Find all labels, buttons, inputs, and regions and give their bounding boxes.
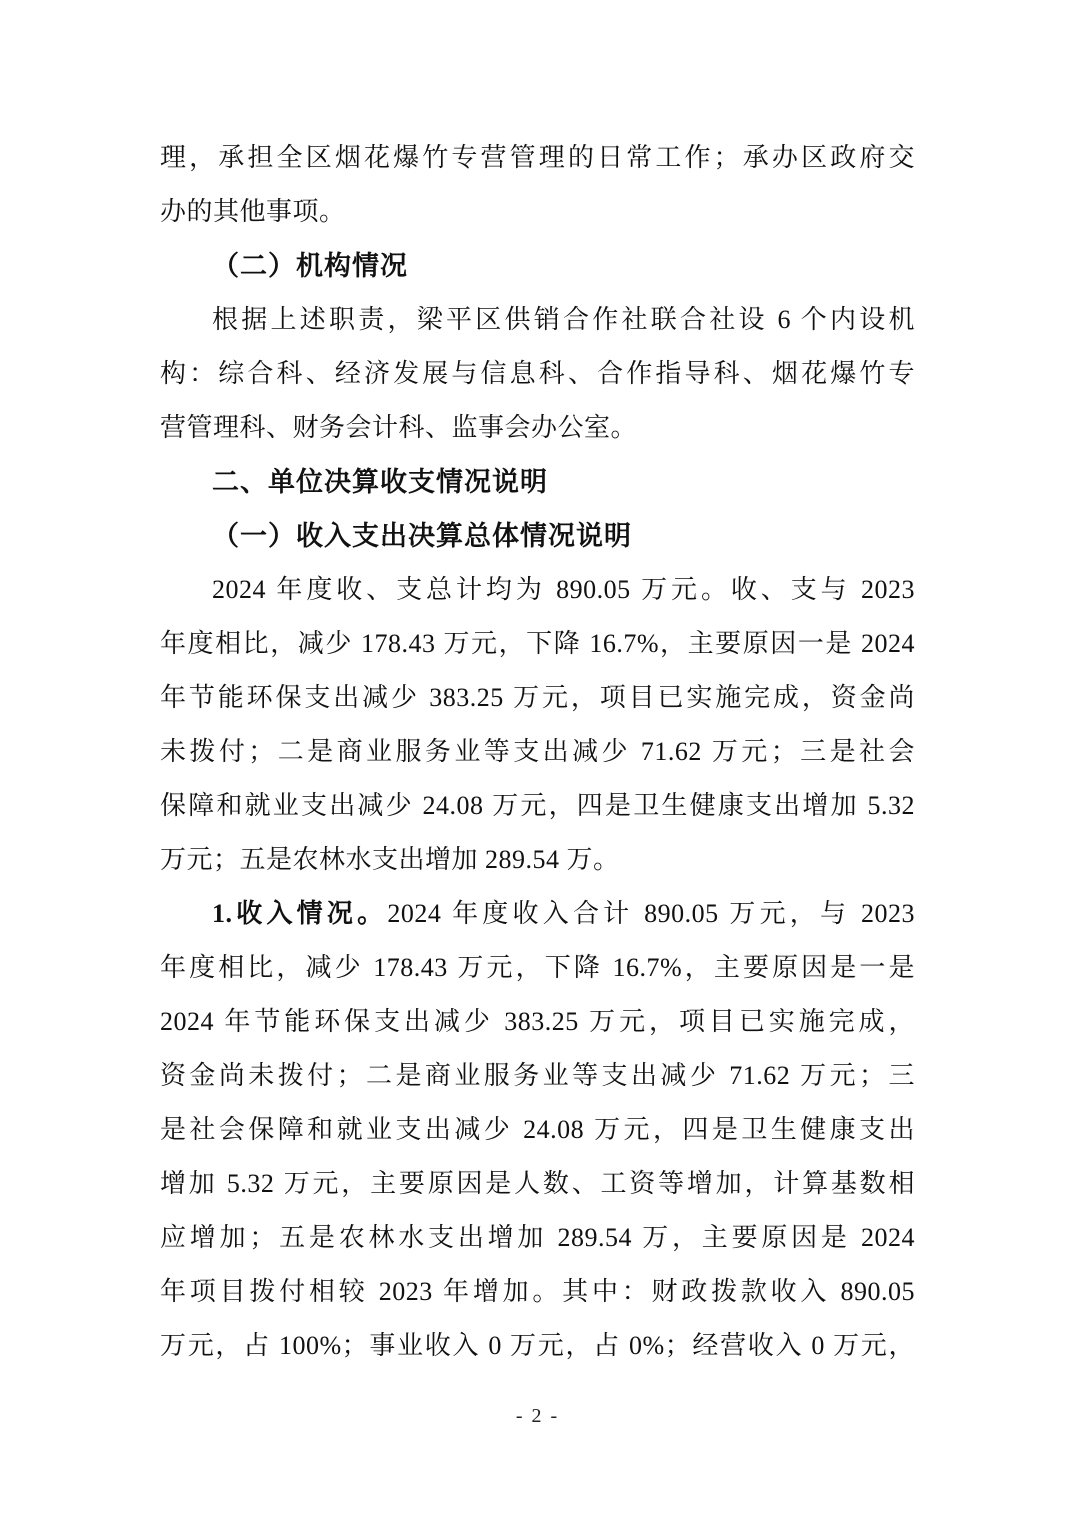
body-line <box>160 1319 915 1373</box>
section-heading <box>160 239 915 293</box>
line-text: 应增加；五是农林水支出增加 289.54 万，主要原因是 2024 <box>160 1223 915 1252</box>
line-text: 保障和就业支出减少 24.08 万元，四是卫生健康支出增加 5.32 <box>160 791 915 820</box>
line-text: 2024 年节能环保支出减少 383.25 万元，项目已实施完成， <box>160 1007 915 1036</box>
body-line <box>160 1103 915 1157</box>
line-text: 万元，占 100%；事业收入 0 万元，占 0%；经营收入 0 万元， <box>160 1331 915 1360</box>
body-line <box>160 1157 915 1211</box>
line-text: 2024 年度收、支总计均为 890.05 万元。收、支与 2023 <box>212 575 915 604</box>
line-text: 年度相比，减少 178.43 万元，下降 16.7%，主要原因是一是 <box>160 953 915 982</box>
body-line <box>160 563 915 617</box>
body-line <box>160 995 915 1049</box>
body-line <box>160 1211 915 1265</box>
bold-run: 1.收入情况。 <box>212 899 388 928</box>
line-text: 是社会保障和就业支出减少 24.08 万元，四是卫生健康支出 <box>160 1115 915 1144</box>
line-text: 理，承担全区烟花爆竹专营管理的日常工作；承办区政府交 <box>160 143 915 172</box>
body-line <box>160 1265 915 1319</box>
line-text: （一）收入支出决算总体情况说明 <box>212 521 632 551</box>
line-text: 构：综合科、经济发展与信息科、合作指导科、烟花爆竹专 <box>160 359 915 388</box>
section-heading <box>160 509 915 563</box>
line-text: 年项目拨付相较 2023 年增加。其中：财政拨款收入 890.05 <box>160 1277 915 1306</box>
body-line <box>160 131 915 185</box>
line-text: 根据上述职责，梁平区供销合作社联合社设 6 个内设机 <box>212 305 915 334</box>
line-text: 未拨付；二是商业服务业等支出减少 71.62 万元；三是社会 <box>160 737 915 766</box>
body-line <box>160 833 915 887</box>
body-line <box>160 671 915 725</box>
line-text: 资金尚未拨付；二是商业服务业等支出减少 71.62 万元；三 <box>160 1061 915 1090</box>
section-heading <box>160 455 915 509</box>
body-line <box>160 185 915 239</box>
line-text: 万元；五是农林水支出增加 289.54 万。 <box>160 845 620 874</box>
line-text: 年节能环保支出减少 383.25 万元，项目已实施完成，资金尚 <box>160 683 915 712</box>
line-text: 办的其他事项。 <box>160 197 346 226</box>
body-line <box>160 779 915 833</box>
body-line <box>160 725 915 779</box>
line-text: 二、单位决算收支情况说明 <box>212 467 548 497</box>
line-text: 营管理科、财务会计科、监事会办公室。 <box>160 413 638 442</box>
body-line <box>160 887 915 941</box>
body-line <box>160 401 915 455</box>
line-text: 2024 年度收入合计 890.05 万元，与 2023 <box>387 899 915 928</box>
body-line <box>160 1049 915 1103</box>
body-line <box>160 293 915 347</box>
line-text: 年度相比，减少 178.43 万元，下降 16.7%，主要原因一是 2024 <box>160 629 915 658</box>
body-line <box>160 617 915 671</box>
page-number: - 2 - <box>515 1405 560 1427</box>
body-line <box>160 347 915 401</box>
line-text: 增加 5.32 万元，主要原因是人数、工资等增加，计算基数相 <box>160 1169 915 1198</box>
body-line <box>160 941 915 995</box>
line-text: （二）机构情况 <box>212 251 408 281</box>
